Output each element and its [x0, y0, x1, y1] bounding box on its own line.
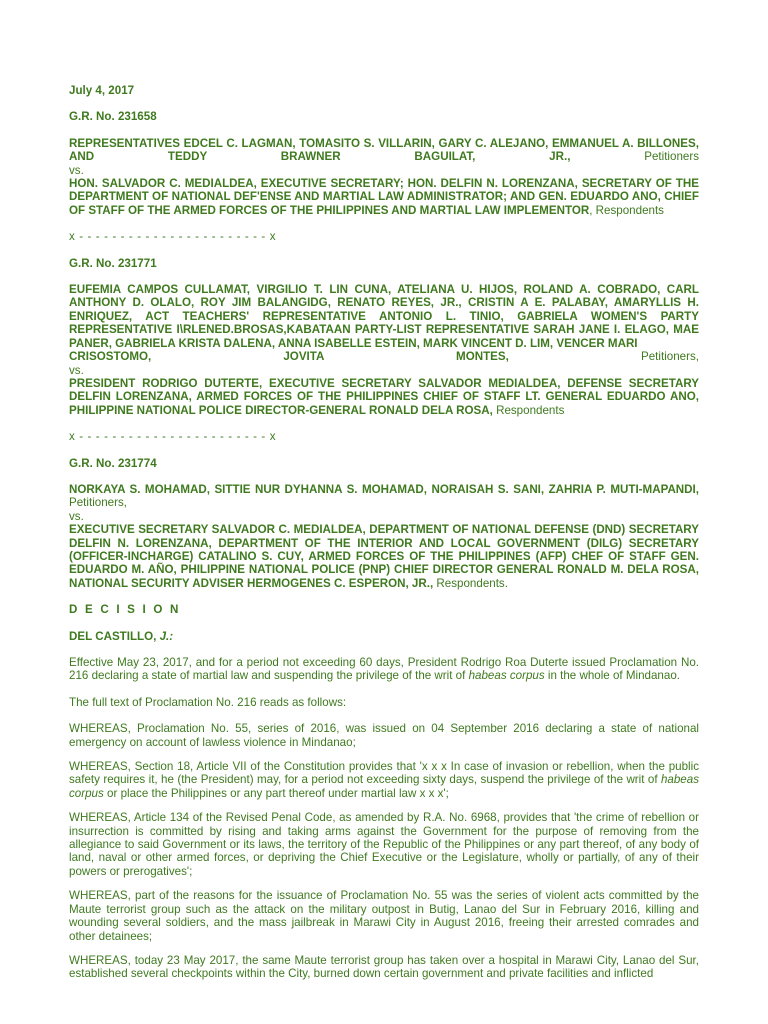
- paragraph-italic: habeas corpus: [69, 773, 699, 800]
- decision-document: [69, 84, 699, 981]
- versus: vs.: [69, 509, 84, 523]
- paragraph-italic: habeas corpus: [468, 669, 545, 683]
- petitioners-line: REPRESENTATIVES EDCEL C. LAGMAN, TOMASITO S. VILLARIN, GARY C. ALEJANO, EMMANUEL A. BILLONES,: [69, 136, 699, 150]
- decision-heading: D E C I S I O N: [69, 603, 181, 617]
- petitioners-role: Petitioners: [570, 150, 700, 164]
- paragraph-text: Effective May 23, 2017, and for a period not exceeding 60 days, President Rodrigo Roa Duterte issued Proclamation No. 216 declaring a state of martial law and suspending the privilege of the writ of: [69, 656, 699, 683]
- paragraph: WHEREAS, today 23 May 2017, the same Maute terrorist group has taken over a hospital in Marawi City, Lanao del Sur, established several checkpoints within the City, burned down certain government and private facilities and inflicted: [69, 953, 699, 981]
- petitioners-names: NORKAYA S. MOHAMAD, SITTIE NUR DYHANNA S. MOHAMAD, NORAISAH S. SANI, ZAHRIA P. MUTI-MAPANDI,: [69, 482, 699, 496]
- paragraph: WHEREAS, Article 134 of the Revised Penal Code, as amended by R.A. No. 6968, provides that 'the crime of rebellion or insurrection is committed by rising and taking arms against the Government for the purpose of removing from the allegiance to said Government or its laws, the territory of the Republic of the Philippines or any part thereof, of any body of land, naval or other armed forces, or depriving the Chief Executive or the Legislature, wholly or partially, of any of their powers or prerogatives';: [69, 811, 699, 878]
- petitioners-role: Petitioners,: [508, 350, 699, 364]
- case-separator: x - - - - - - - - - - - - - - - - - - - - - - - x: [69, 230, 277, 244]
- respondents-names: EXECUTIVE SECRETARY SALVADOR C. MEDIALDEA, DEPARTMENT OF NATIONAL DEFENSE (DND) SECRETARY DELFIN N. LORENZANA, DEPARTMENT OF THE INTERIOR AND LOCAL GOVERNMENT (DILG) SECRETARY (OFFICER-INCHARGE) CATALINO S. CUY, ARMED FORCES OF THE PHILIPPINES (AFP) CHEF OF STAFF GEN. EDUARDO M. AÑO, PHILIPPINE NATIONAL POLICE (PNP) CHIEF DIRECTOR GENERAL RONALD M. DELA ROSA, NATIONAL SECURITY ADVISER HERMOGENES C. ESPERON, JR.,: [69, 523, 699, 590]
- paragraph: [69, 760, 699, 800]
- ponente-name: DEL CASTILLO,: [69, 629, 160, 643]
- paragraph: The full text of Proclamation No. 216 reads as follows:: [69, 695, 347, 709]
- ponente: [69, 630, 699, 643]
- respondents-block: [69, 377, 699, 417]
- respondents-role: Respondents.: [433, 576, 508, 590]
- paragraph-text: in the whole of Mindanao.: [544, 669, 680, 683]
- case-number: G.R. No. 231658: [69, 110, 157, 124]
- petitioners-line: [69, 350, 699, 363]
- paragraph: [69, 656, 699, 683]
- decision-date: July 4, 2017: [69, 84, 135, 97]
- case-separator: x - - - - - - - - - - - - - - - - - - - - - - - x: [69, 430, 277, 444]
- petitioners-names: CRISOSTOMO, JOVITA MONTES,: [69, 350, 509, 364]
- respondents-role: Respondents: [492, 403, 565, 417]
- paragraph-text: or place the Philippines or any part thereof under martial law x x x';: [103, 786, 449, 800]
- respondents-block: [69, 177, 699, 217]
- versus: vs.: [69, 163, 84, 177]
- ponente-title: J.:: [159, 629, 174, 643]
- paragraph: WHEREAS, Proclamation No. 55, series of 2016, was issued on 04 September 2016 declaring a state of national emergency on account of lawless violence in Mindanao;: [69, 722, 699, 749]
- petitioners-names: AND TEDDY BRAWNER BAGUILAT, JR.,: [69, 150, 571, 164]
- respondents-names: PRESIDENT RODRIGO DUTERTE, EXECUTIVE SECRETARY SALVADOR MEDIALDEA, DEFENSE SECRETARY DELFIN LORENZANA, ARMED FORCES OF THE PHILIPPINES CHIEF OF STAFF LT. GENERAL EDUARDO ANO, PHILIPPINE NATIONAL POLICE DIRECTOR-GENERAL RONALD DELA ROSA,: [69, 376, 699, 417]
- petitioners-block: EUFEMIA CAMPOS CULLAMAT, VIRGILIO T. LIN CUNA, ATELIANA U. HIJOS, ROLAND A. COBRADO, CARL ANTHONY D. OLALO, ROY JIM BALANGIDG, RENATO REYES, JR., CRISTIN A E. PALABAY, AMARYLLIS H. ENRIQUEZ, ACT TEACHERS' REPRESENTATIVE ANTONIO L. TINIO, GABRIELA WOMEN'S PARTY REPRESENTATIVE I\RLENED.BROSAS,KABATAAN PARTY-LIST REPRESENTATIVE SARAH JANE I. ELAGO, MAE PANER, GABRIELA KRISTA DALENA, ANNA ISABELLE ESTEIN, MARK VINCENT D. LIM, VENCER MARI: [69, 283, 699, 350]
- petitioners-role: Petitioners,: [69, 496, 127, 510]
- versus: vs.: [69, 363, 84, 377]
- case-number: G.R. No. 231771: [69, 256, 157, 270]
- respondents-block: [69, 523, 699, 590]
- paragraph-text: WHEREAS, Section 18, Article VII of the Constitution provides that 'x x x In case of invasion or rebellion, when the public safety requires it, he (the President) may, for a period not exceeding sixty days, suspend the privilege of the writ of: [69, 760, 699, 787]
- respondents-role: , Respondents: [589, 203, 664, 217]
- case-number: G.R. No. 231774: [69, 456, 157, 470]
- respondents-names: HON. SALVADOR C. MEDIALDEA, EXECUTIVE SECRETARY; HON. DELFIN N. LORENZANA, SECRETARY OF THE DEPARTMENT OF NATIONAL DEF'ENSE AND MARTIAL LAW ADMINISTRATOR; AND GEN. EDUARDO ANO, CHIEF OF STAFF OF THE ARMED FORCES OF THE PHILIPPINES AND MARTIAL LAW IMPLEMENTOR: [69, 177, 699, 217]
- paragraph: WHEREAS, part of the reasons for the issuance of Proclamation No. 55 was the series of violent acts committed by the Maute terrorist group such as the attack on the military outpost in Butig, Lanao del Sur in February 2016, killing and wounding several soldiers, and the mass jailbreak in Marawi City in August 2016, freeing their arrested comrades and other detainees;: [69, 889, 699, 943]
- petitioners-block: [69, 483, 699, 510]
- petitioners-line: [69, 150, 699, 163]
